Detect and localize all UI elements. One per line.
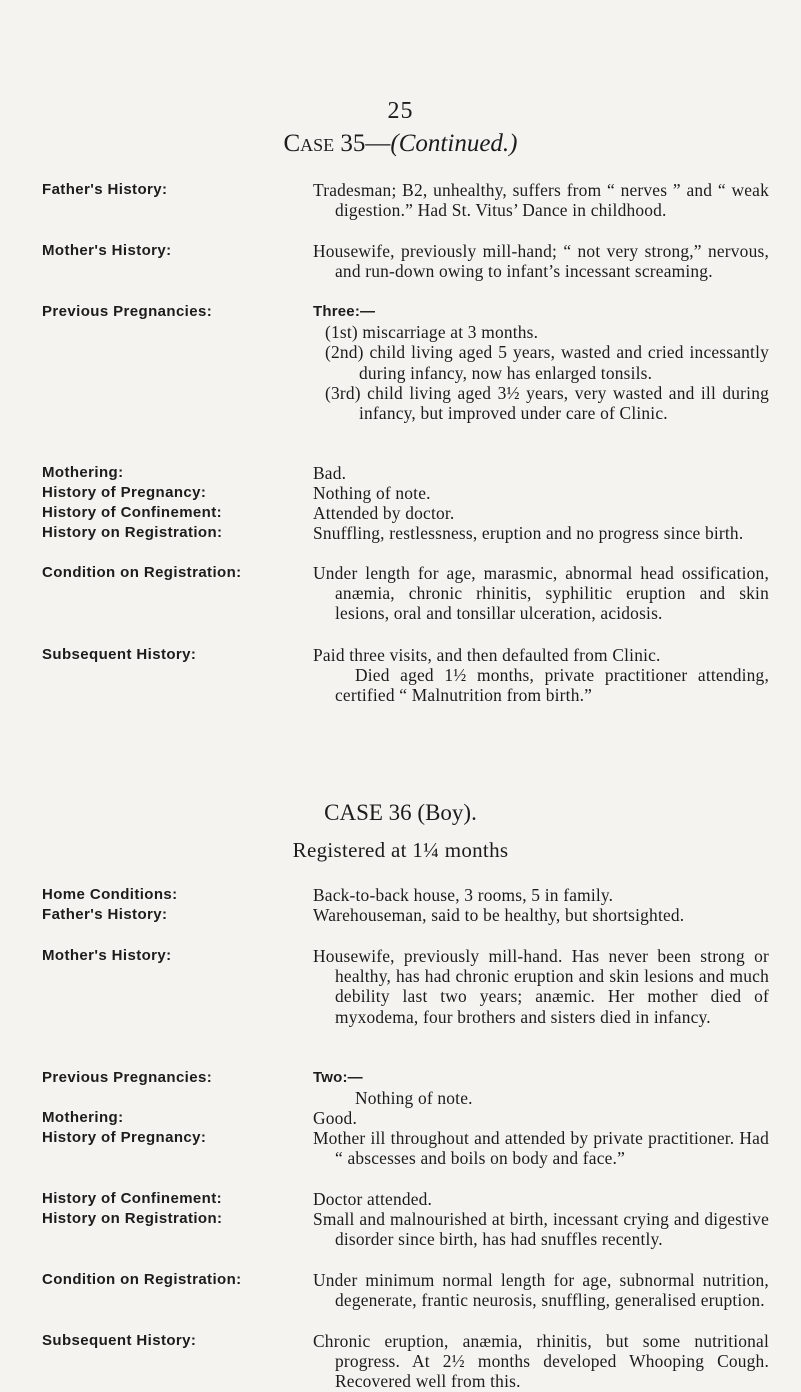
c35-pregnancy-3: (3rd) child living aged 3½ years, very wasted and ill during infancy, but improved under care of Clinic. bbox=[325, 382, 769, 424]
c36-condition-on-registration-label: Condition on Registration: bbox=[42, 1271, 242, 1288]
page-number: 25 bbox=[387, 98, 414, 124]
c35-history-on-registration-label: History on Registration: bbox=[42, 524, 223, 541]
c35-subsequent-history-text: Paid three visits, and then defaulted from Clinic. bbox=[313, 645, 661, 665]
c36-previous-pregnancies-label: Previous Pregnancies: bbox=[42, 1069, 213, 1086]
c35-history-of-confinement-label: History of Confinement: bbox=[42, 504, 223, 521]
c35-pregnancy-1: (1st) miscarriage at 3 months. bbox=[325, 322, 539, 343]
c35-pregnancies-count: Three:— bbox=[313, 303, 376, 320]
c35-previous-pregnancies-label: Previous Pregnancies: bbox=[42, 303, 213, 320]
case-35-heading bbox=[0, 130, 801, 158]
c36-history-on-registration-label: History on Registration: bbox=[42, 1210, 223, 1227]
c35-condition-on-registration-text: Under length for age, marasmic, abnormal head ossification, anæmia, chronic rhinitis, syphilitic eruption and skin lesions, oral and tonsillar ulceration, acidosis. bbox=[313, 563, 769, 624]
c35-mothering-text: Bad. bbox=[313, 463, 347, 483]
c36-history-of-confinement-text: Doctor attended. bbox=[313, 1189, 433, 1209]
c35-subsequent-history-label: Subsequent History: bbox=[42, 646, 197, 663]
c35-subsequent-history-text2: Died aged 1½ months, private practitioner attending, certified “ Malnutrition from birth.” bbox=[335, 665, 769, 706]
c35-history-of-pregnancy-text: Nothing of note. bbox=[313, 483, 431, 503]
c35-mothering-label: Mothering: bbox=[42, 464, 124, 481]
c35-history-on-registration-text: Snuffling, restlessness, eruption and no progress since birth. bbox=[313, 523, 744, 543]
c36-pregnancies-count: Two:— bbox=[313, 1069, 363, 1086]
c36-history-of-pregnancy-label: History of Pregnancy: bbox=[42, 1129, 207, 1146]
c36-home-conditions-text: Back-to-back house, 3 rooms, 5 in family. bbox=[313, 885, 614, 905]
c36-subsequent-history-text: Chronic eruption, anæmia, rhinitis, but some nutritional progress. At 2½ months developed Whooping Cough. Recovered well from this. bbox=[313, 1331, 769, 1392]
c36-history-of-pregnancy-text: Mother ill throughout and attended by private practitioner. Had “ abscesses and boils on body and face.” bbox=[313, 1128, 769, 1169]
c36-mothering-text: Good. bbox=[313, 1108, 357, 1128]
c36-mothers-history-text: Housewife, previously mill-hand. Has never been strong or healthy, has had chronic eruption and skin lesions and much debility last two years; anæmic. Her mother died of myxodema, four brothers and sisters died in infancy. bbox=[313, 946, 769, 1027]
c35-history-of-pregnancy-label: History of Pregnancy: bbox=[42, 484, 207, 501]
c35-fathers-history-label: Father's History: bbox=[42, 181, 168, 198]
c35-condition-on-registration-label: Condition on Registration: bbox=[42, 564, 242, 581]
c35-fathers-history-text: Tradesman; B2, unhealthy, suffers from “ nerves ” and “ weak digestion.” Had St. Vitus’ Dance in childhood. bbox=[313, 180, 769, 221]
c36-home-conditions-label: Home Conditions: bbox=[42, 886, 178, 903]
case-35-title: Case 35— bbox=[283, 130, 391, 157]
c35-mothers-history-text: Housewife, previously mill-hand; “ not very strong,” nervous, and run-down owing to infant’s incessant screaming. bbox=[313, 241, 769, 282]
c36-mothers-history-label: Mother's History: bbox=[42, 947, 172, 964]
c36-condition-on-registration-text: Under minimum normal length for age, subnormal nutrition, degenerate, frantic neurosis, snuffling, generalised eruption. bbox=[313, 1270, 769, 1311]
c35-mothers-history-label: Mother's History: bbox=[42, 242, 172, 259]
c35-pregnancy-2: (2nd) child living aged 5 years, wasted and cried incessantly during infancy, now has enlarged tonsils. bbox=[325, 342, 769, 383]
c36-mothering-label: Mothering: bbox=[42, 1109, 124, 1126]
c36-fathers-history-text: Warehouseman, said to be healthy, but shortsighted. bbox=[313, 905, 685, 925]
case-36-subtitle: Registered at 1¼ months bbox=[292, 838, 509, 862]
c36-fathers-history-label: Father's History: bbox=[42, 906, 168, 923]
c36-subsequent-history-label: Subsequent History: bbox=[42, 1332, 197, 1349]
case-35-continued: (Continued.) bbox=[390, 130, 518, 157]
case-36-heading: CASE 36 (Boy). bbox=[324, 800, 477, 825]
c35-history-of-confinement-text: Attended by doctor. bbox=[313, 503, 455, 523]
c36-previous-pregnancies-text: Nothing of note. bbox=[355, 1088, 473, 1109]
c36-history-on-registration-text: Small and malnourished at birth, incessant crying and digestive disorder since birth, has had snuffles recently. bbox=[313, 1209, 769, 1250]
c36-history-of-confinement-label: History of Confinement: bbox=[42, 1190, 223, 1207]
